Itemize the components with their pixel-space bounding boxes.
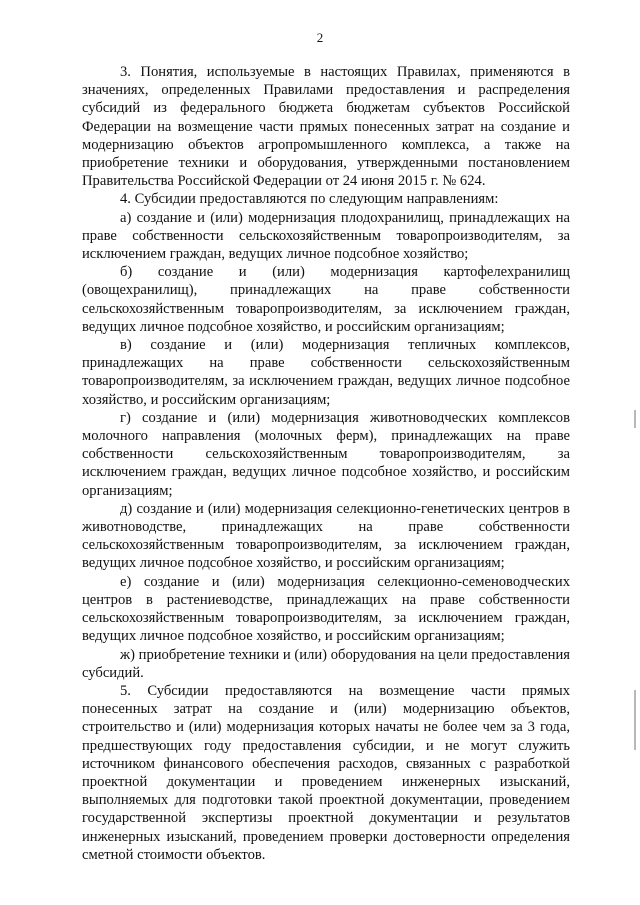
- paragraph-3-definitions: 3. Понятия, используемые в настоящих Правилах, применяются в значениях, определенных Правилами предоставления и распределения субсидий из федерального бюджета бюджетам субъектов Российской Федерации на возмещение части прямых понесенных затрат на создание и модернизацию объектов агропромышленного комплекса, а также на приобретение техники и оборудования, утвержденными постановлением Правительства Российской Федерации от 24 июня 2015 г. № 624.: [82, 64, 570, 190]
- list-item-v: в) создание и (или) модернизация тепличных комплексов, принадлежащих на праве собственности сельскохозяйственным товаропроизводителям, за исключением граждан, ведущих личное подсобное хозяйство, и российским организациям;: [82, 337, 570, 408]
- scan-edge-mark: [634, 410, 636, 428]
- list-item-zh: ж) приобретение техники и (или) оборудования на цели предоставления субсидий.: [82, 646, 570, 681]
- document-body: [82, 63, 570, 864]
- paragraph-4-directions: 4. Субсидии предоставляются по следующим направлениям:: [120, 191, 499, 208]
- scan-edge-mark: [634, 690, 636, 750]
- list-item-d: д) создание и (или) модернизация селекционно-генетических центров в животноводстве, принадлежащих на праве собственности сельскохозяйственным товаропроизводителям, за исключением граждан, ведущих личное подсобное хозяйство, и российским организациям;: [82, 500, 570, 572]
- list-item-b: б) создание и (или) модернизация картофелехранилищ (овощехранилищ), принадлежащих на праве собственности сельскохозяйственным товаропроизводителям, за исключением граждан, ведущих личное подсобное хозяйство, и российским организациям;: [82, 264, 570, 335]
- list-item-a: а) создание и (или) модернизация плодохранилищ, принадлежащих на праве собственности сельскохозяйственным товаропроизводителям, за исключением граждан, ведущих личное подсобное хозяйство;: [82, 209, 570, 263]
- page-number: 2: [316, 30, 324, 45]
- paragraph-5-subsidies: 5. Субсидии предоставляются на возмещение части прямых понесенных затрат на создание и (или) модернизацию объектов, строительство и (или) модернизация которых начаты не более чем за 3 года, предшествующих году предоставления субсидии, и не могут служить источником финансового обеспечения расходов, связанных с разработкой проектной документации и проведением инженерных изысканий, выполняемых для подготовки такой проектной документации, проведением государственной экспертизы проектной документации и результатов инженерных изысканий, проведением проверки достоверности определения сметной стоимости объектов.: [82, 682, 570, 863]
- list-item-g: г) создание и (или) модернизация животноводческих комплексов молочного направления (молочных ферм), принадлежащих на праве собственности сельскохозяйственным товаропроизводителям, за исключением граждан, ведущих личное подсобное хозяйство, и российским организациям;: [82, 409, 570, 499]
- list-item-e: е) создание и (или) модернизация селекционно-семеноводческих центров в растениеводстве, принадлежащих на праве собственности сельскохозяйственным товаропроизводителям, за исключением граждан, ведущих личное подсобное хозяйство, и российским организациям;: [82, 573, 570, 645]
